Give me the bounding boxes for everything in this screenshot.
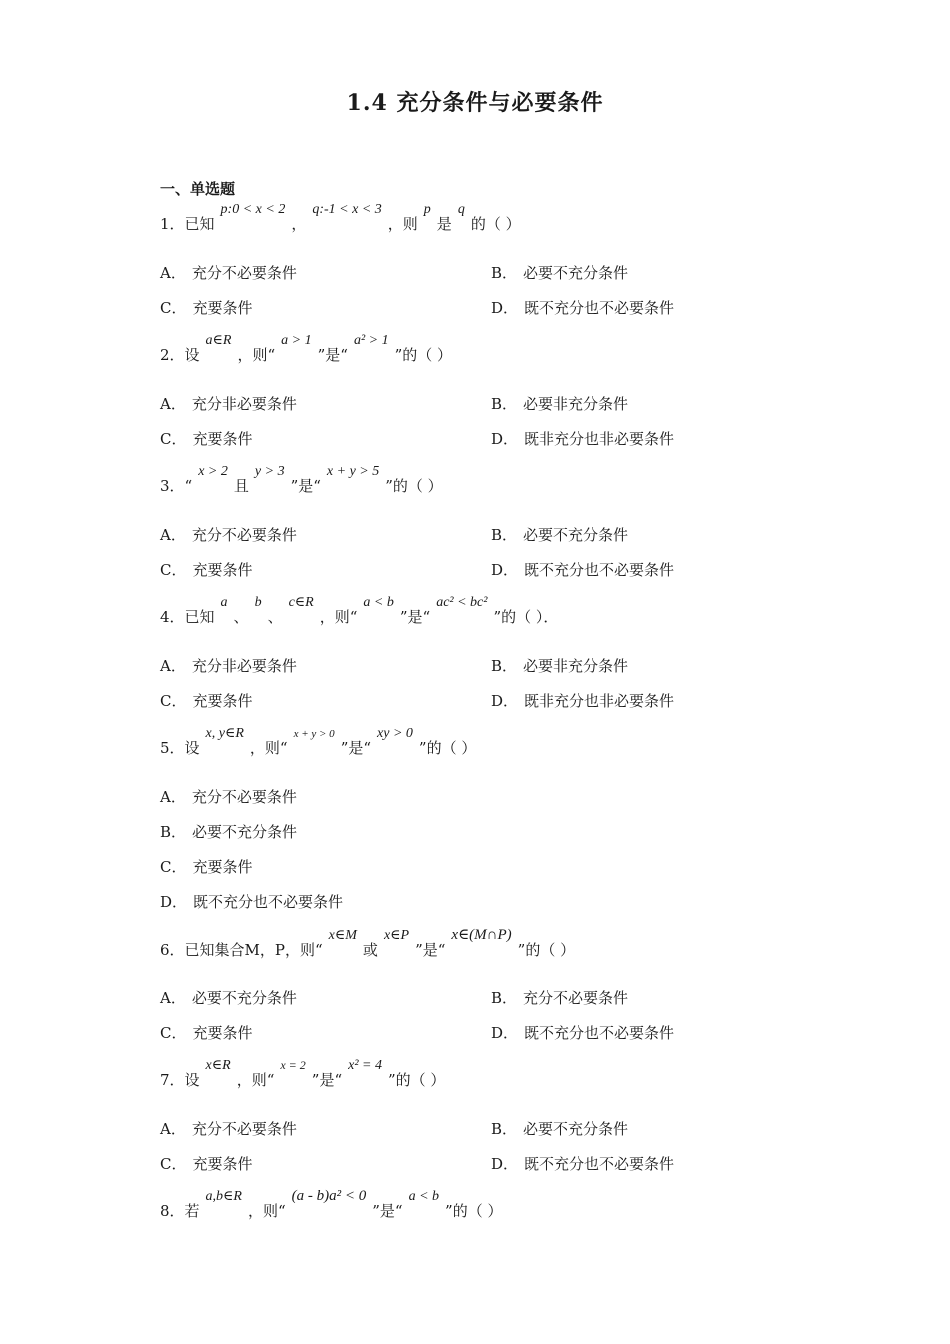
question-2-option-a[interactable]: A． 充分非必要条件 [160, 395, 297, 413]
question-3-stem: 3．“x > 2且y > 3”是“x + y > 5”的（ ） [160, 464, 443, 495]
page-title: 1.4 充分条件与必要条件 [346, 90, 604, 116]
question-6-option-c[interactable]: C． 充要条件 [160, 1024, 253, 1042]
question-7-option-b[interactable]: B． 必要不充分条件 [491, 1120, 629, 1138]
question-3-option-b[interactable]: B． 必要不充分条件 [491, 526, 629, 544]
question-4-stem: 4．已知a、b、c∈R，则“a < b”是“ac² < bc²”的（ ）． [160, 595, 559, 626]
question-6-option-b[interactable]: B． 充分不必要条件 [491, 989, 629, 1007]
question-1-option-d[interactable]: D． 既不充分也不必要条件 [491, 299, 675, 317]
question-5-option-a[interactable]: A． 充分不必要条件 [160, 788, 297, 806]
question-2-option-d[interactable]: D． 既非充分也非必要条件 [491, 430, 675, 448]
question-3-option-d[interactable]: D． 既不充分也不必要条件 [491, 561, 675, 579]
question-6-stem: 6．已知集合M，P，则“x∈M或x∈P”是“x∈(M∩P)”的（ ） [160, 927, 576, 959]
question-1-option-a[interactable]: A． 充分不必要条件 [160, 264, 297, 282]
question-6-option-a[interactable]: A． 必要不充分条件 [160, 989, 297, 1007]
question-4-option-d[interactable]: D． 既非充分也非必要条件 [491, 692, 675, 710]
question-1-stem: 1．已知p:0 < x < 2，q:-1 < x < 3，则p是q的（ ） [160, 202, 521, 233]
question-4-option-c[interactable]: C． 充要条件 [160, 692, 253, 710]
question-1-option-c[interactable]: C． 充要条件 [160, 299, 253, 317]
question-7-option-d[interactable]: D． 既不充分也不必要条件 [491, 1155, 675, 1173]
question-2-option-c[interactable]: C． 充要条件 [160, 430, 253, 448]
question-1-option-b[interactable]: B． 必要不充分条件 [491, 264, 629, 282]
question-3-option-c[interactable]: C． 充要条件 [160, 561, 253, 579]
question-2-stem: 2．设a∈R，则“a > 1”是“a² > 1”的（ ） [160, 333, 453, 364]
question-7-stem: 7．设x∈R，则“x = 2”是“x² = 4”的（ ） [160, 1058, 446, 1089]
question-6-option-d[interactable]: D． 既不充分也不必要条件 [491, 1024, 675, 1042]
question-5-stem: 5．设x, y∈R，则“x + y > 0”是“xy > 0”的（ ） [160, 726, 477, 757]
question-4-option-b[interactable]: B． 必要非充分条件 [491, 657, 629, 675]
question-2-option-b[interactable]: B． 必要非充分条件 [491, 395, 629, 413]
question-5-option-b[interactable]: B． 必要不充分条件 [160, 823, 298, 841]
question-3-option-a[interactable]: A． 充分不必要条件 [160, 526, 297, 544]
question-4-option-a[interactable]: A． 充分非必要条件 [160, 657, 297, 675]
question-5-option-d[interactable]: D． 既不充分也不必要条件 [160, 893, 344, 911]
question-8-stem: 8．若a,b∈R，则“(a - b)a² < 0”是“a < b”的（ ） [160, 1188, 503, 1220]
question-7-option-a[interactable]: A． 充分不必要条件 [160, 1120, 297, 1138]
question-7-option-c[interactable]: C． 充要条件 [160, 1155, 253, 1173]
section-title: 一、单选题 [160, 180, 236, 198]
question-5-option-c[interactable]: C． 充要条件 [160, 858, 253, 876]
